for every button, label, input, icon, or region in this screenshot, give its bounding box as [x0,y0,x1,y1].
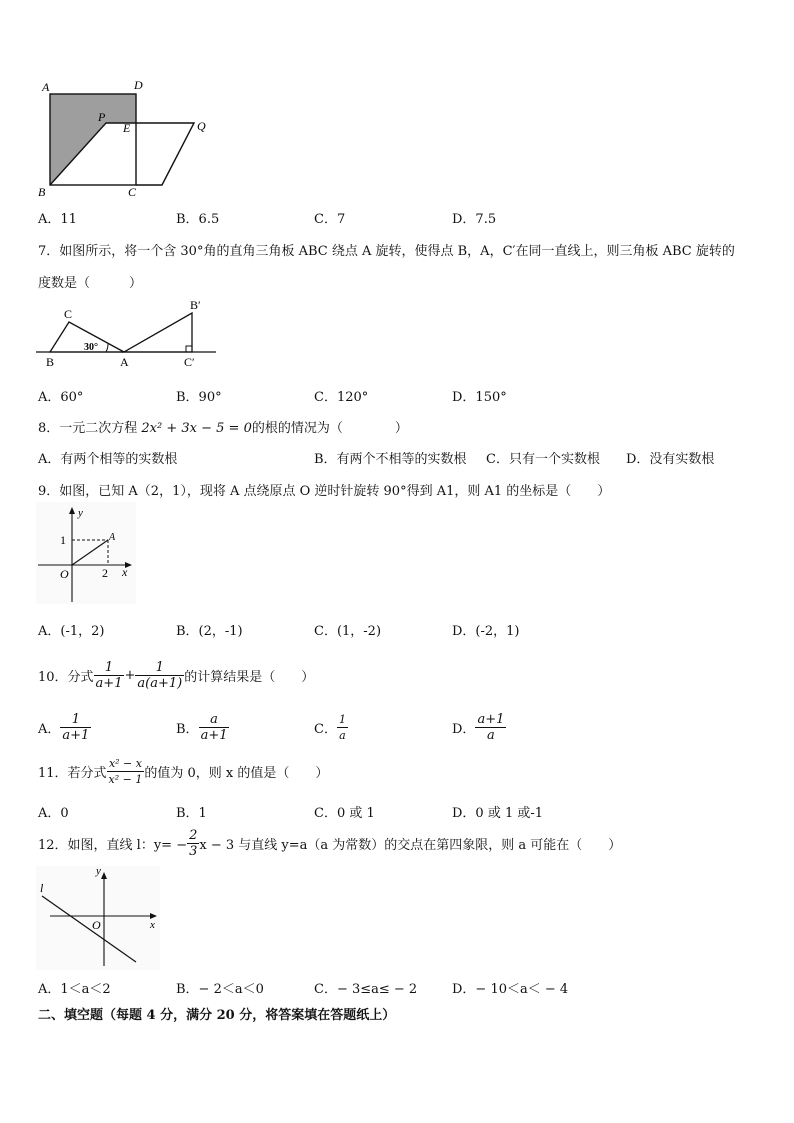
label-2: 2 [102,566,108,580]
label-B: B [38,185,46,199]
q6-figure [36,76,216,200]
q12-option-a: A．1＜a＜2 [38,982,111,997]
right-angle-mark [186,346,192,352]
label-angle: 30° [84,342,98,353]
q11-prefix: 11．若分式 [38,766,107,781]
label-D: D [134,78,143,92]
label-P: P [98,110,106,124]
q10-fraction-2: $\frac{1}{a(a+1)}$ [137,660,183,691]
q12-option-c: C．− 3≤a≤ − 2 [314,982,418,997]
q12-option-b: B．− 2＜a＜0 [176,982,264,997]
q9-option-b: B．(2，-1) [176,624,243,639]
q7-figure [36,296,220,370]
q10-option-a-fraction: $\frac{1}{a+1}$ [62,712,90,743]
label-A: A [42,80,50,94]
q8-equation: 2x² + 3x − 5 = 0 [141,421,252,436]
label-l: l [40,881,44,895]
q10-option-b-fraction: $\frac{a}{a+1}$ [200,712,228,743]
q8-option-b: B．有两个不相等的实数根 [314,452,467,467]
q7-option-d: D．150° [452,390,507,405]
q9-option-c: C．(1，-2) [314,624,382,639]
label-O: O [92,918,101,932]
q8-suffix: 的根的情况为（ ） [251,421,408,436]
label-O: O [60,567,69,581]
q12-figure [36,866,160,970]
q8-prefix: 8．一元二次方程 [38,421,142,436]
label-C-prime: C′ [184,355,195,369]
q10-option-c-fraction: $\frac{1}{a}$ [338,713,346,742]
q11-stem [38,756,328,787]
label-x: x [150,919,155,931]
q7-option-b: B．90° [176,390,222,405]
q9-option-d: D．(-2，1) [452,624,520,639]
label-C: C [128,185,137,199]
q10-fraction-1: $\frac{1}{a+1}$ [95,660,123,691]
q6-option-b: B．6.5 [176,212,220,227]
label-C: C [64,307,73,321]
label-A: A [109,532,116,543]
label-y: y [96,866,101,877]
q12-option-d: D．− 10＜a＜ − 4 [452,982,569,997]
q8-option-d: D．没有实数根 [626,452,715,467]
q10-suffix: 的计算结果是（ ） [184,670,315,685]
q11-suffix: 的值为 0，则 x 的值是（ ） [144,766,329,781]
q12-fraction: $\frac{2}{3}$ [189,828,198,859]
q8-stem [38,417,408,436]
q10-prefix: 10．分式 [38,670,94,685]
q10-option-d-fraction: $\frac{a+1}{a}$ [477,712,505,743]
triangle-ab-prime-c-prime [124,313,192,352]
q11-fraction: $\frac{\text{x² − x}}{\text{x² − 1}}$ [108,757,143,786]
q6-option-a: A．11 [38,212,77,227]
q9-option-a: A．(-1，2) [38,624,105,639]
q12-suffix: x − 3 与直线 y=a（a 为常数）的交点在第四象限，则 a 可能在（ ） [199,838,622,853]
q10-option-d: D． $\frac{a+1}{a}$ [452,712,505,743]
label-B: B [46,355,55,369]
q6-option-d: D．7.5 [452,212,497,227]
q11-option-d: D．0 或 1 或-1 [452,806,544,821]
label-1: 1 [60,533,66,547]
q7-stem-line1: 7．如图所示，将一个含 30°角的直角三角板 ABC 绕点 A 旋转，使得点 B，A，C′在同一直线上，则三角板 ABC 旋转的 [38,244,735,259]
q10-stem [38,660,314,691]
q11-option-c: C．0 或 1 [314,806,375,821]
q12-stem [38,828,621,859]
label-Q: Q [197,119,206,133]
q7-stem-line2: 度数是（ ） [38,276,143,291]
section-2-heading: 二、填空题（每题 4 分，满分 20 分，将答案填在答题纸上） [38,1008,396,1023]
q8-option-c: C．只有一个实数根 [486,452,600,467]
q10-option-a: A． $\frac{1}{a+1}$ [38,712,90,743]
figure-background [36,502,136,604]
q9-figure [36,502,136,604]
q10-plus: + [124,668,136,683]
q7-option-a: A．60° [38,390,84,405]
q11-option-b: B．1 [176,806,207,821]
q7-option-c: C．120° [314,390,369,405]
label-A: A [120,355,129,369]
q11-option-a: A．0 [38,806,69,821]
q10-option-c: C． $\frac{1}{a}$ [314,713,346,742]
q9-stem: 9．如图，已知 A（2，1），现将 A 点绕原点 O 逆时针旋转 90°得到 A1，则 A1 的坐标是（ ） [38,484,611,499]
angle-arc [106,343,108,352]
label-E: E [123,121,131,135]
q10-option-b: B． $\frac{a}{a+1}$ [176,712,228,743]
q6-option-c: C．7 [314,212,346,227]
label-x: x [122,565,128,579]
label-y: y [78,507,83,519]
q8-option-a: A．有两个相等的实数根 [38,452,178,467]
label-B-prime: B′ [190,298,201,312]
q12-prefix: 12．如图，直线 l：y= − [38,838,188,853]
